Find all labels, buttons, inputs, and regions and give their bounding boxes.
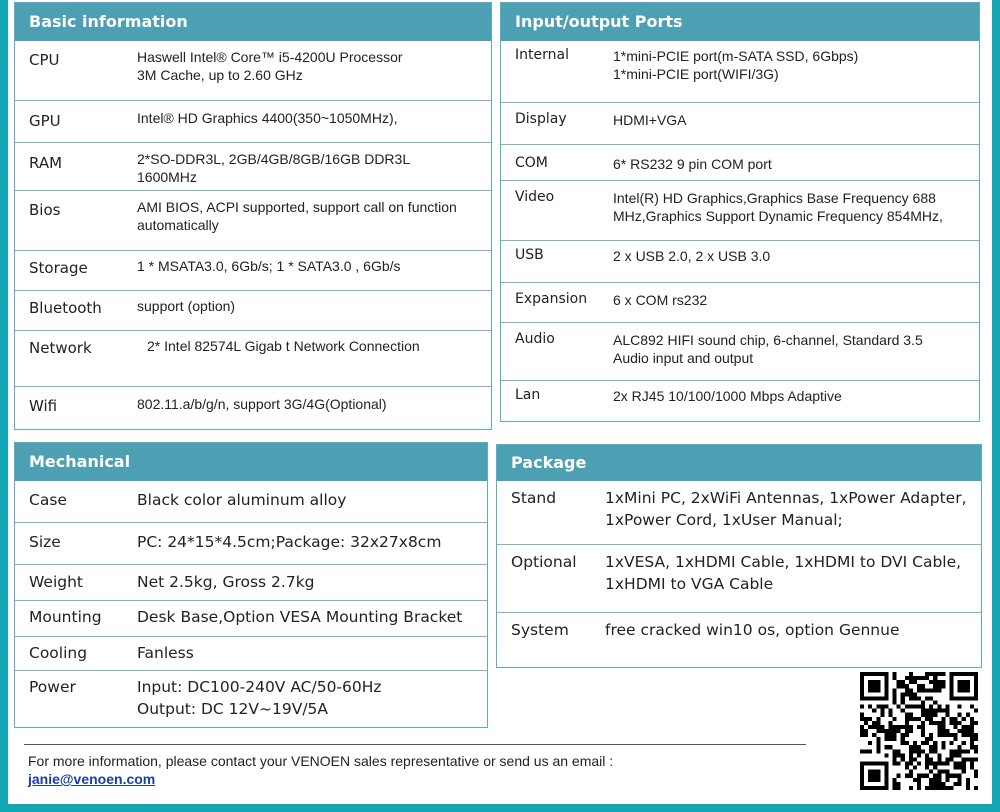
spec-row-com — [501, 145, 979, 181]
spec-row-audio — [501, 323, 979, 381]
spec-row-power — [15, 671, 487, 727]
spec-label: Cooling — [29, 644, 88, 662]
spec-row-video — [501, 181, 979, 241]
spec-row-storage — [15, 251, 491, 291]
spec-row-bios — [15, 191, 491, 251]
spec-label: Bios — [29, 201, 61, 219]
footer-contact-text: For more information, please contact your VENOEN sales representative or send us an email : — [28, 753, 614, 769]
spec-label: Mounting — [29, 608, 102, 626]
spec-label: Audio — [515, 331, 555, 347]
spec-value: 1xMini PC, 2xWiFi Antennas, 1xPower Adapter, 1xPower Cord, 1xUser Manual; — [605, 489, 967, 529]
spec-value: HDMI+VGA — [613, 112, 687, 128]
spec-row-mounting — [15, 601, 487, 637]
spec-row-cpu — [15, 41, 491, 101]
spec-value: free cracked win10 os, option Gennue — [605, 621, 900, 639]
spec-label: Power — [29, 678, 76, 696]
qr-code-icon — [860, 672, 978, 790]
io-ports-title: Input/output Ports — [501, 3, 979, 41]
footer-email-link[interactable]: janie@venoen.com — [28, 771, 156, 787]
spec-value: PC: 24*15*4.5cm;Package: 32x27x8cm — [137, 533, 442, 551]
spec-value: Net 2.5kg, Gross 2.7kg — [137, 573, 315, 591]
package-title: Package — [497, 445, 981, 481]
spec-label: Video — [515, 189, 555, 205]
spec-value: Input: DC100-240V AC/50-60Hz Output: DC 12V~19V/5A — [137, 678, 382, 718]
spec-value: 2x RJ45 10/100/1000 Mbps Adaptive — [613, 388, 842, 404]
spec-row-optional — [497, 545, 981, 613]
spec-row-wifi — [15, 387, 491, 429]
spec-row-case — [15, 481, 487, 523]
spec-label: CPU — [29, 51, 60, 69]
spec-row-usb — [501, 241, 979, 283]
spec-value: Intel(R) HD Graphics,Graphics Base Frequency 688 MHz,Graphics Support Dynamic Frequency 854MHz, — [613, 190, 943, 224]
spec-value: 2*SO-DDR3L, 2GB/4GB/8GB/16GB DDR3L 1600MHz — [137, 151, 411, 185]
spec-label: Wifi — [29, 397, 58, 415]
spec-label: USB — [515, 247, 544, 263]
spec-label: System — [511, 621, 569, 639]
spec-value: 1*mini-PCIE port(m-SATA SSD, 6Gbps) 1*mini-PCIE port(WIFI/3G) — [613, 48, 859, 82]
spec-value: Haswell Intel® Core™ i5-4200U Processor 3M Cache, up to 2.60 GHz — [137, 49, 403, 83]
spec-row-display — [501, 103, 979, 145]
spec-row-cooling — [15, 637, 487, 671]
spec-label: GPU — [29, 112, 61, 130]
basic-info-panel — [14, 2, 492, 430]
spec-label: Storage — [29, 259, 88, 277]
spec-value: Intel® HD Graphics 4400(350~1050MHz), — [137, 110, 398, 126]
spec-label: Display — [515, 111, 567, 127]
spec-value: 2 x USB 2.0, 2 x USB 3.0 — [613, 248, 771, 264]
spec-label: Size — [29, 533, 61, 551]
basic-info-title: Basic information — [15, 3, 491, 41]
io-ports-panel — [500, 2, 980, 422]
spec-label: Weight — [29, 573, 84, 591]
spec-value: ALC892 HIFI sound chip, 6-channel, Standard 3.5 Audio input and output — [613, 332, 923, 366]
spec-row-expansion — [501, 283, 979, 323]
spec-label: Case — [29, 491, 67, 509]
mechanical-panel — [14, 442, 488, 728]
spec-value: AMI BIOS, ACPI supported, support call on function automatically — [137, 199, 457, 233]
spec-label: Network — [29, 339, 92, 357]
spec-row-weight — [15, 565, 487, 601]
package-panel — [496, 444, 982, 668]
spec-row-bluetooth — [15, 291, 491, 331]
spec-label: Internal — [515, 47, 569, 63]
spec-row-lan — [501, 381, 979, 421]
footer-divider — [24, 744, 806, 745]
spec-value: 6 x COM rs232 — [613, 292, 708, 308]
spec-value: Fanless — [137, 644, 194, 662]
spec-value: 1xVESA, 1xHDMI Cable, 1xHDMI to DVI Cable, 1xHDMI to VGA Cable — [605, 553, 962, 593]
spec-value: 6* RS232 9 pin COM port — [613, 156, 772, 172]
spec-value: 2* Intel 82574L Gigab t Network Connection — [147, 338, 420, 354]
spec-row-internal — [501, 41, 979, 103]
spec-value: Desk Base,Option VESA Mounting Bracket — [137, 608, 463, 626]
spec-label: Expansion — [515, 291, 588, 307]
spec-value: support (option) — [137, 298, 236, 314]
spec-label: Optional — [511, 553, 577, 571]
spec-row-gpu — [15, 101, 491, 143]
spec-row-stand — [497, 481, 981, 545]
spec-label: Lan — [515, 387, 541, 403]
spec-value: Black color aluminum alloy — [137, 491, 347, 509]
spec-value: 1 * MSATA3.0, 6Gb/s; 1 * SATA3.0 , 6Gb/s — [137, 258, 401, 274]
spec-row-system — [497, 613, 981, 667]
spec-row-size — [15, 523, 487, 565]
spec-label: Bluetooth — [29, 299, 102, 317]
spec-label: Stand — [511, 489, 557, 507]
spec-label: COM — [515, 155, 548, 171]
spec-label: RAM — [29, 154, 63, 172]
mechanical-title: Mechanical — [15, 443, 487, 481]
spec-row-ram — [15, 143, 491, 191]
spec-row-network — [15, 331, 491, 387]
spec-value: 802.11.a/b/g/n, support 3G/4G(Optional) — [137, 396, 387, 412]
